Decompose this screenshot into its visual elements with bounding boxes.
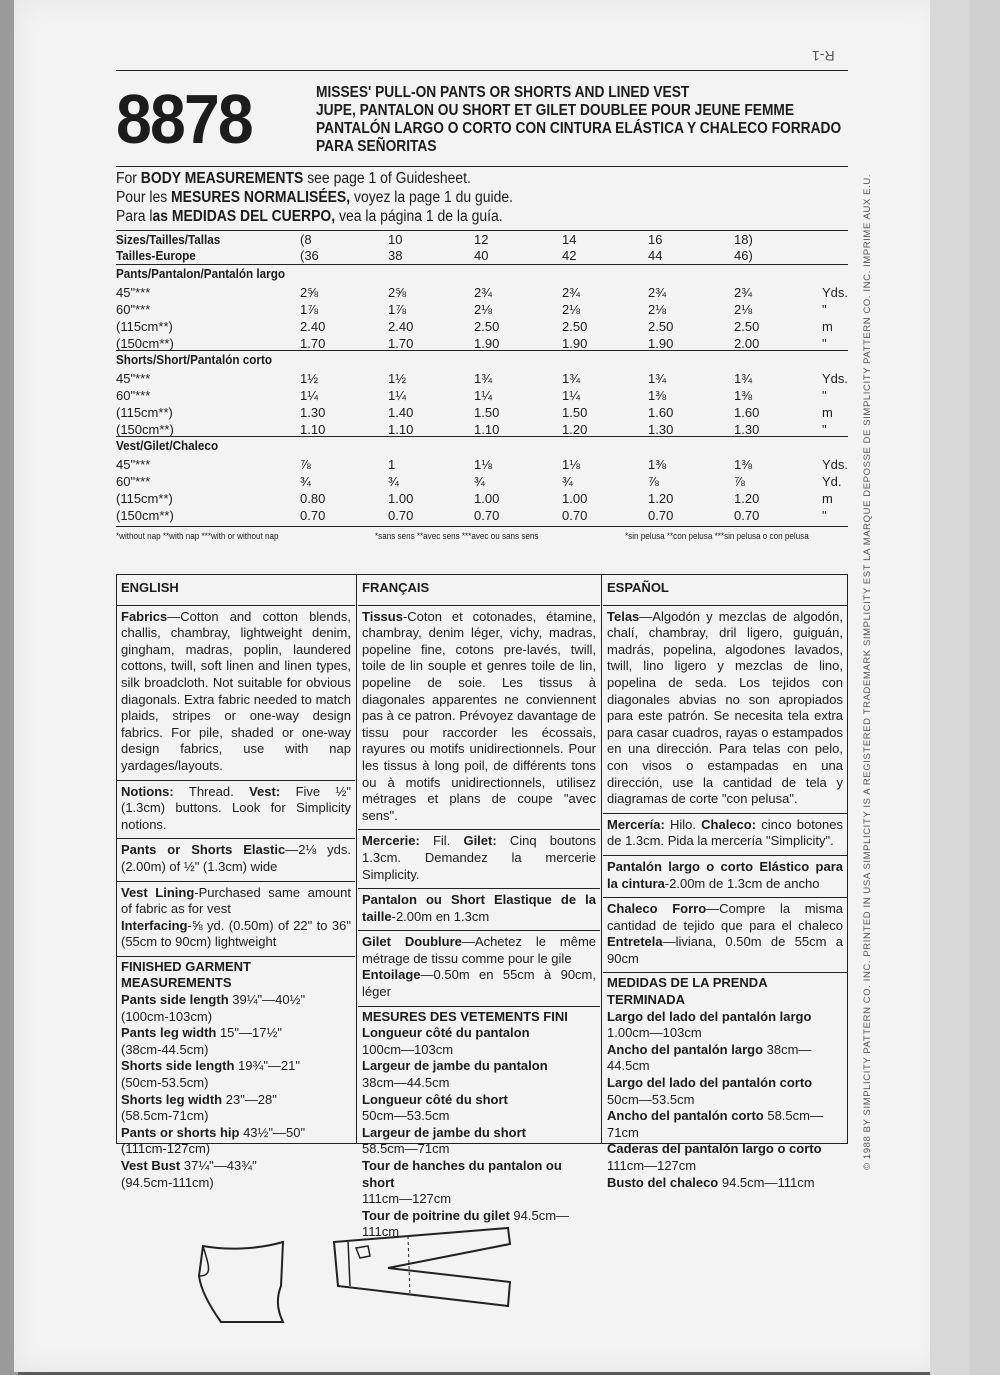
yardage-value: 1.10 (388, 422, 414, 437)
entoilage-value: —0.50m en 55cm à 90cm, léger (362, 967, 596, 1000)
fgm-label: Tour de hanches du pantalon ou short (362, 1158, 562, 1190)
merceria-label: Mercería: (607, 816, 665, 832)
row-label: (115cm**) (116, 491, 173, 506)
gilet-label: Gilet: (463, 833, 497, 849)
fgm-item (362, 1058, 596, 1091)
europe-size: 42 (562, 248, 577, 263)
fgm-item (362, 1025, 596, 1058)
unit: " (822, 336, 827, 351)
fgm-value: 94.5cm—111cm (362, 1207, 570, 1240)
ref-text: Para l (116, 208, 153, 225)
unit: m (822, 319, 833, 334)
yardage-value: 1.10 (474, 422, 500, 437)
row-label: (150cm**) (116, 336, 174, 351)
yardage-value: 0.80 (300, 491, 326, 506)
size: 12 (474, 232, 489, 247)
nap-note-en: *without nap **with nap ***with or without nap (116, 531, 279, 541)
spanish-heading: ESPAÑOL (607, 580, 669, 595)
ref-bold: MESURES NORMALISÉES, (171, 189, 351, 206)
tissus-label: Tissus (362, 608, 403, 624)
ref-line-es (116, 207, 620, 226)
interfacing-value: -⅝ yd. (0.50m) of 22" to 36" (55cm to 90cm) lightweight (121, 917, 351, 950)
fgm-value: 15"—17½" (216, 1025, 282, 1041)
yardage-value: 0.70 (388, 508, 414, 523)
elastic-label: Pantalón largo o corto Elástico para la cintura (607, 858, 843, 891)
fgm-metric: 111cm—127cm (362, 1191, 452, 1207)
english-heading: ENGLISH (121, 580, 179, 595)
yardage-value: 1.60 (734, 405, 760, 420)
yardage-value: 2.00 (734, 336, 760, 351)
title-line: JUPE, PANTALON OU SHORT ET GILET DOUBLEE POUR JEUNE FEMME (316, 102, 795, 119)
yardage-value: ⅞ (300, 457, 311, 472)
fgm-label: Longueur côté du pantalon (362, 1025, 530, 1041)
title-line: PANTALÓN LARGO O CORTO CON CINTURA ELÁSTICA Y CHALECO FORRADO (316, 120, 842, 137)
size: 16 (648, 232, 663, 247)
notions-text (121, 781, 351, 837)
merceria-value: cinco botones de 1.3cm. Pida la mercería "Simplicity". (607, 816, 843, 849)
mercerie-label: Mercerie: (362, 833, 420, 849)
fgm-label: Shorts side length (121, 1058, 235, 1074)
notions-value: Five ½" (1.3cm) buttons. Look for Simplicity notions. (121, 783, 351, 832)
yardage-value: 1⅜ (648, 457, 667, 472)
rule (116, 436, 848, 437)
elastic-label: Pantalon ou Short Elastique de la taille (362, 892, 596, 924)
size: (8 (300, 232, 312, 247)
yardage-value: 2⅝ (300, 285, 319, 300)
yardage-value: 1½ (388, 371, 407, 386)
spanish-column (607, 580, 843, 1191)
yardage-value: 1⅜ (648, 388, 667, 403)
fgm-metric: 50cm—53.5cm (362, 1108, 450, 1124)
column-divider (356, 574, 357, 1144)
fgm-label: Caderas del pantalón largo o corto (607, 1141, 822, 1157)
interfacing-label: Interfacing (121, 917, 188, 933)
yardage-value: 0.70 (562, 508, 588, 523)
yardage-value: ⅞ (648, 474, 659, 489)
top-rule (116, 70, 848, 71)
yardage-value: 1.00 (474, 491, 500, 506)
fgm-item (121, 1158, 351, 1191)
yardage-value: 0.70 (734, 508, 760, 523)
yardage-value: 2¾ (562, 285, 581, 300)
fgm-item (607, 1009, 843, 1042)
row-label: (115cm**) (116, 319, 173, 334)
yardage-value: 1.30 (300, 405, 326, 420)
yardage-value: 1¼ (300, 388, 319, 403)
forro-label: Chaleco Forro (607, 901, 707, 917)
rule (116, 350, 848, 351)
yardage-value: 2¾ (648, 285, 667, 300)
ref-bold: BODY MEASUREMENTS (140, 170, 304, 187)
fgm-label: Shorts leg width (121, 1091, 223, 1107)
yardage-value: 2¾ (734, 285, 753, 300)
fgm-label: Tour de poitrine du gilet (362, 1207, 510, 1223)
telas-value: —Algodón y mezclas de algodón, chalí, chambray, dril ligero, guiguán, madrás, popelina, algodones lavados, twill, lino ligero y mezclas de lino, popelina de seda. Los tejidos con diagonales abvias no son apropiados para este patrón. Se necesita tela extra para casar cuadros, rayas o estampados en una dirección. Para telas con pelo, con visos o estampadas en una dirección, use la cantidad de tela y diagramas de corte "con pelusa". (607, 608, 843, 807)
rule (116, 526, 848, 527)
fgm-label: Largeur de jambe du pantalon (362, 1058, 548, 1074)
fgm-value: 58.5cm—71cm (607, 1108, 823, 1140)
fgm-item (607, 1175, 843, 1192)
mercerie-text (362, 830, 596, 886)
elastic-value: -2.00m de 1.3cm de ancho (664, 875, 820, 891)
pants-drawing (328, 1222, 518, 1312)
elastic-value: -2.00m en 1.3cm (391, 908, 490, 924)
europe-size: 38 (388, 248, 403, 263)
fgm-value: 19¾"—21" (234, 1058, 301, 1074)
elastic-text (607, 856, 843, 895)
doublure-label: Gilet Doublure (362, 934, 462, 950)
yardage-value: ¾ (300, 474, 311, 489)
fgm-item (121, 1092, 351, 1125)
yardage-value: 1⅛ (562, 457, 581, 472)
fgm-metric: (111cm-127cm) (121, 1141, 211, 1157)
yardage-value: 1⅞ (300, 302, 319, 317)
fgm-metric: (38cm-44.5cm) (121, 1041, 209, 1057)
fgm-item (607, 1042, 843, 1075)
fgm-item (362, 1125, 596, 1158)
ref-text: For (116, 170, 141, 187)
fgm-label: Vest Bust (121, 1158, 181, 1173)
telas-label: Telas (607, 608, 640, 624)
yardage-value: 2.40 (388, 319, 414, 334)
vest-label: Vest: (249, 783, 281, 799)
yardage-value: 1½ (300, 371, 319, 386)
unit: " (822, 422, 827, 437)
yardage-value: 1⅜ (734, 457, 753, 472)
yardage-value: 2.50 (648, 319, 674, 334)
merceria-value: Hilo. (664, 816, 702, 832)
yardage-value: ⅞ (734, 474, 745, 489)
yardage-value: 1.90 (562, 336, 588, 351)
row-label: 60"*** (116, 474, 151, 489)
fgm-item (362, 1158, 596, 1208)
fgm-item (607, 1108, 843, 1141)
yardage-value: 2.40 (300, 319, 326, 334)
yardage-value: 1.20 (562, 422, 588, 437)
lining-label: Vest Lining (121, 884, 195, 900)
yardage-value: 1.50 (474, 405, 500, 420)
notions-label: Notions: (121, 783, 174, 799)
pattern-titles (316, 84, 849, 156)
yardage-value: 2.50 (734, 319, 760, 334)
fgm-item (362, 1092, 596, 1125)
merceria-text (607, 814, 843, 853)
fgm-label: Longueur côté du short (362, 1091, 508, 1107)
chaleco-label: Chaleco: (701, 816, 757, 832)
yardage-value: 1.70 (300, 336, 326, 351)
size: 14 (562, 232, 577, 247)
fgm-value: 38cm—44.5cm (607, 1041, 812, 1074)
yardage-value: ¾ (562, 474, 573, 489)
rule (116, 230, 848, 231)
unit: Yds. (822, 457, 849, 472)
yardage-value: 1.20 (734, 491, 760, 506)
row-label: (150cm**) (116, 422, 174, 437)
unit: m (822, 405, 833, 420)
yardage-value: 0.70 (648, 508, 674, 523)
yardage-value: 2.50 (474, 319, 500, 334)
lining-text (121, 882, 351, 954)
yardage-value: 1.70 (388, 336, 414, 351)
fgm-heading: MESURES DES VETEMENTS FINI (362, 1008, 568, 1024)
ref-text: see page 1 of Guidesheet. (303, 170, 471, 187)
title-line: PARA SEÑORITAS (316, 138, 437, 155)
yardage-value: 1¼ (474, 388, 493, 403)
yardage-value: 1.30 (734, 422, 760, 437)
fgm-heading: FINISHED GARMENT MEASUREMENTS (121, 958, 251, 991)
europe-size: (36 (300, 248, 319, 263)
fgm-item (121, 1058, 351, 1091)
fgm-value: 37¼"—43¾" (180, 1158, 257, 1173)
unit: Yd. (822, 474, 842, 489)
yardage-value: 1 (388, 457, 396, 472)
english-column (121, 580, 351, 1191)
fgm-metric: (58.5cm-71cm) (121, 1108, 209, 1124)
nap-note-fr: *sans sens **avec sens ***avec ou sans sens (375, 531, 539, 541)
yardage-value: 1⅞ (388, 302, 407, 317)
body-measurements-ref (116, 169, 620, 226)
yardage-value: 1¾ (474, 371, 493, 386)
fgm-metric: 38cm—44.5cm (362, 1075, 450, 1091)
unit: " (822, 388, 827, 403)
elastic-label: Pants or Shorts Elastic (121, 842, 286, 858)
elastic-text (362, 889, 596, 928)
pattern-number: 8878 (116, 80, 252, 158)
column-divider (601, 574, 602, 1144)
fgm-label: Largo del lado del pantalón largo (607, 1008, 812, 1024)
fgm-list (607, 1009, 843, 1192)
ref-bold: as MEDIDAS DEL CUERPO, (152, 208, 336, 225)
fgm-metric: 100cm—103cm (362, 1041, 454, 1057)
doublure-text (362, 931, 596, 1003)
fgm-metric: 111cm—127cm (607, 1158, 697, 1173)
section-title: Vest/Gilet/Chaleco (116, 438, 219, 453)
telas-text (607, 606, 843, 811)
yardage-value: 2⅛ (562, 302, 581, 317)
yardage-value: 2⅛ (474, 302, 493, 317)
fgm-item (121, 1125, 351, 1158)
envelope-edge (970, 0, 1000, 1375)
fabrics-text (121, 606, 351, 778)
forro-value: —Compre la misma cantidad de tejido que para el chaleco (607, 901, 844, 933)
tissus-value: -Coton et cotonades, étamine, chambray, denim léger, vichy, madras, popeline fine, cotons pre-lavés, twill, toile de lin souple et genres toile de lin, popeline de soie. Les tissus à diagonales apparentes ne conviennent pas à ce patron. Prévoyez davantage de tissu pour raccorder les écossais, rayures ou motifs unidirectionnels. Pour les tissus à long poil, de différents tons ou à motifs unidirectionnels, utilisez métrages et plans de coupe "avec sens". (362, 608, 596, 823)
yardage-value: 1¼ (562, 388, 581, 403)
fgm-metric: (50cm-53.5cm) (121, 1075, 209, 1091)
mercerie-value: Cinq boutons 1.3cm. Demandez la mercerie Simplicity. (362, 833, 596, 882)
fgm-metric: 58.5cm—71cm (362, 1141, 450, 1157)
section-title: Shorts/Short/Pantalón corto (116, 352, 273, 367)
fgm-metric: (100cm-103cm) (121, 1008, 213, 1024)
yardage-value: ¾ (388, 474, 399, 489)
yardage-value: 1¾ (648, 371, 667, 386)
yardage-value: 1⅜ (734, 388, 753, 403)
entoilage-label: Entoilage (362, 967, 421, 983)
fgm-label: Busto del chaleco (607, 1174, 719, 1190)
yardage-value: 2¾ (474, 285, 493, 300)
row-label: (115cm**) (116, 405, 173, 420)
nap-note-es: *sin pelusa **con pelusa ***sin pelusa o con pelusa (625, 531, 809, 541)
fgm-item (121, 1025, 351, 1058)
fgm-metric: (94.5cm-111cm) (121, 1174, 214, 1190)
fgm-metric: 50cm—53.5cm (607, 1091, 695, 1107)
fabrics-value: —Cotton and cotton blends, challis, chambray, lightweight denim, gingham, madras, poplin, laundered cottons, twill, soft linen and linen types, silk broadcloth. Not suitable for obvious diagonals. Extra fabric needed to match plaids, stripes or one-way design fabrics. For pile, shaded or one-way design fabrics, use with nap yardages/layouts. (121, 608, 351, 773)
yardage-value: 1¾ (734, 371, 753, 386)
fgm-item (607, 1075, 843, 1108)
ref-text: Pour les (116, 189, 172, 206)
fgm-label: Ancho del pantalón largo (607, 1041, 764, 1057)
row-label: 60"*** (116, 302, 151, 317)
rule (116, 264, 848, 265)
row-label: (150cm**) (116, 508, 174, 523)
europe-size: 40 (474, 248, 489, 263)
fabrics-label: Fabrics (121, 608, 168, 624)
yardage-value: ¾ (474, 474, 485, 489)
unit: Yds. (822, 371, 849, 386)
yardage-value: 0.70 (474, 508, 500, 523)
unit: " (822, 508, 827, 523)
fgm-value: 43½"—50" (239, 1124, 306, 1140)
fgm-label: Pants side length (121, 992, 229, 1008)
size: 10 (388, 232, 403, 247)
row-label: 60"*** (116, 388, 151, 403)
elastic-value: —2⅛ yds. (2.00m) of ½" (1.3cm) wide (121, 842, 351, 874)
yardage-value: 1.30 (648, 422, 674, 437)
yardage-value: 1.40 (388, 405, 414, 420)
elastic-text (121, 839, 351, 878)
yardage-value: 2⅛ (648, 302, 667, 317)
forro-text (607, 898, 843, 970)
row-label: 45"*** (116, 457, 151, 472)
fgm-value: 23"—28" (222, 1091, 277, 1107)
entretela-label: Entretela (607, 934, 663, 950)
title-line: MISSES' PULL-ON PANTS OR SHORTS AND LINED VEST (316, 84, 690, 101)
sizes-label: Sizes/Tailles/Tallas (116, 232, 221, 247)
french-column (362, 580, 596, 1241)
ref-text: voyez la page 1 du guide. (350, 189, 513, 206)
unit: Yds. (822, 285, 849, 300)
fgm-label: Pants leg width (121, 1025, 217, 1041)
mercerie-value: Fil. (419, 833, 464, 849)
ref-line-en (116, 169, 620, 188)
europe-size: 44 (648, 248, 663, 263)
notions-value: Thread. (173, 783, 250, 799)
fgm-item (121, 992, 351, 1025)
europe-label: Tailles-Europe (116, 248, 196, 263)
size: 18) (734, 232, 753, 247)
yardage-value: 1.90 (474, 336, 500, 351)
doublure-value: —Achetez le même métrage de tissu comme pour le gile (362, 934, 597, 966)
fgm-heading: MEDIDAS DE LA PRENDA TERMINADA (607, 975, 768, 1008)
fgm-value: 39¼"—40½" (228, 992, 306, 1008)
yardage-value: 1¼ (388, 388, 407, 403)
yardage-value: 1¾ (562, 371, 581, 386)
fgm-item (607, 1141, 843, 1174)
fgm-value: 94.5cm—111cm (718, 1174, 815, 1190)
copyright-vertical-text: © 1988 BY SIMPLICITY PATTERN CO. INC. PRINTED IN USA SIMPLICITY IS A REGISTERED TRADEMARK SIMPLICITY EST LA MARQUE DEPOSSE DE SIMPLICITY PATTERN CO. INC. IMPRIME AUX E.U. (862, 173, 873, 1170)
lining-value: -Purchased same amount of fabric as for vest (121, 884, 351, 917)
yardage-value: 2.50 (562, 319, 588, 334)
yardage-value: 1.50 (562, 405, 588, 420)
yardage-value: 1.90 (648, 336, 674, 351)
yardage-value: 1.20 (648, 491, 674, 506)
yardage-value: 2⅝ (388, 285, 407, 300)
yardage-value: 1.00 (562, 491, 588, 506)
fgm-metric: 1.00cm—103cm (607, 1025, 702, 1041)
row-label: 45"*** (116, 371, 151, 386)
rule (116, 166, 848, 167)
yardage-value: 1.00 (388, 491, 414, 506)
yardage-value: 0.70 (300, 508, 326, 523)
row-label: 45"*** (116, 285, 151, 300)
unit: m (822, 491, 833, 506)
fgm-label: Ancho del pantalón corto (607, 1108, 764, 1124)
europe-size: 46) (734, 248, 753, 263)
fgm-label: Largo del lado del pantalón corto (607, 1075, 813, 1091)
fgm-label: Pants or shorts hip (121, 1124, 240, 1140)
ref-text: vea la página 1 de la guía. (335, 208, 503, 225)
yardage-value: 1.60 (648, 405, 674, 420)
fgm-list (362, 1025, 596, 1208)
ref-line-fr (116, 188, 620, 207)
entretela-value: —liviana, 0.50m de 55cm a 90cm (607, 934, 843, 966)
corner-mark: R-1 (812, 48, 835, 64)
fgm-list (121, 992, 351, 1191)
fgm-label: Largeur de jambe du short (362, 1124, 526, 1140)
unit: " (822, 302, 827, 317)
tissus-text (362, 606, 596, 828)
french-heading: FRANÇAIS (362, 580, 430, 595)
vest-drawing (195, 1236, 295, 1326)
yardage-value: 1⅛ (474, 457, 493, 472)
section-title: Pants/Pantalon/Pantalón largo (116, 266, 286, 281)
yardage-value: 2⅛ (734, 302, 753, 317)
yardage-value: 1.10 (300, 422, 326, 437)
